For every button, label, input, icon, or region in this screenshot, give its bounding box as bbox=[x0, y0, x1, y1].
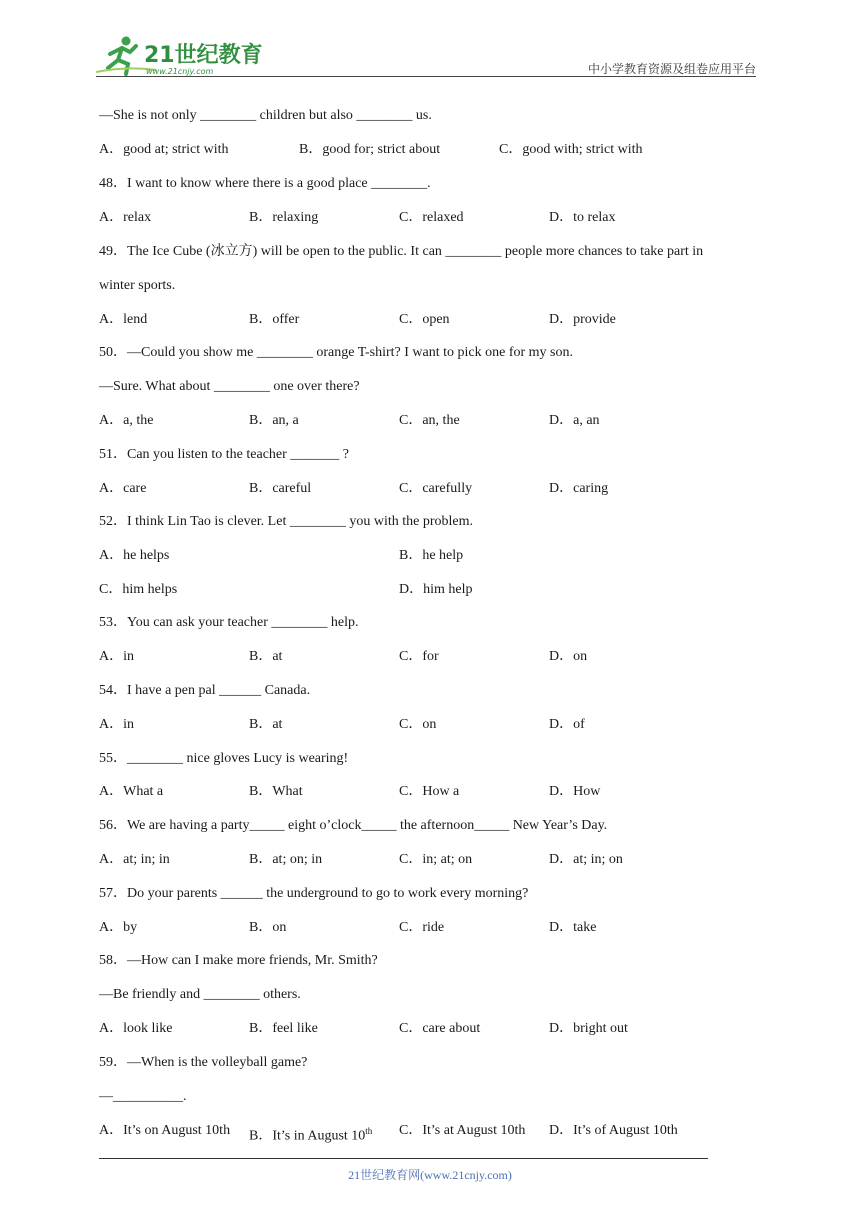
option-a: A．by bbox=[99, 920, 138, 935]
option-b: B．offer bbox=[249, 312, 300, 327]
question-54: 54．I have a pen pal ______ Canada. bbox=[99, 683, 311, 698]
option-d: D．provide bbox=[549, 312, 616, 327]
site-logo bbox=[96, 32, 266, 76]
question-52: 52．I think Lin Tao is clever. Let ________ you with the problem. bbox=[99, 514, 473, 529]
option-d: D．on bbox=[549, 649, 588, 664]
option-c: C．him helps bbox=[99, 582, 178, 597]
question-49: 49．The Ice Cube (冰立方) will be open to the public. It can ________ people more chances to take part in bbox=[99, 244, 704, 259]
option-a: A．he helps bbox=[99, 548, 170, 563]
option-c: C．in; at; on bbox=[399, 852, 473, 867]
option-c: C．How a bbox=[399, 784, 460, 799]
question-47-line: —She is not only ________ children but also ________ us. bbox=[99, 108, 432, 123]
footer-link[interactable]: 21世纪教育网(www.21cnjy.com) bbox=[348, 1168, 512, 1182]
question-57: 57．Do your parents ______ the underground to go to work every morning? bbox=[99, 886, 529, 901]
option-d: D．a, an bbox=[549, 413, 600, 428]
option-b: B．feel like bbox=[249, 1021, 318, 1036]
option-b: B．on bbox=[249, 920, 287, 935]
option-d: D．at; in; on bbox=[549, 852, 623, 867]
svg-text:21世纪教育: 21世纪教育 bbox=[144, 43, 263, 68]
option-d: D．bright out bbox=[549, 1021, 628, 1036]
option-b: B．relaxing bbox=[249, 210, 319, 225]
option-d: D．caring bbox=[549, 481, 609, 496]
option-c: C．good with; strict with bbox=[499, 142, 643, 157]
header-divider bbox=[96, 76, 756, 77]
option-b: B．What bbox=[249, 784, 303, 799]
option-d: D．How bbox=[549, 784, 601, 799]
option-c: C．relaxed bbox=[399, 210, 464, 225]
option-a: A．good at; strict with bbox=[99, 142, 229, 157]
page-header bbox=[96, 30, 756, 78]
option-a: A．care bbox=[99, 481, 147, 496]
option-d: D．of bbox=[549, 717, 585, 732]
option-b: B．at; on; in bbox=[249, 852, 323, 867]
question-49-cont: winter sports. bbox=[99, 278, 176, 293]
option-a: A．in bbox=[99, 649, 134, 664]
option-b: B．careful bbox=[249, 481, 312, 496]
option-d: D．him help bbox=[399, 582, 473, 597]
option-c: C．open bbox=[399, 312, 450, 327]
question-59-reply: —__________. bbox=[99, 1089, 187, 1104]
option-b-superscript: th bbox=[365, 1126, 373, 1136]
option-a: A．at; in; in bbox=[99, 852, 170, 867]
option-a: A．relax bbox=[99, 210, 152, 225]
option-b: B．good for; strict about bbox=[299, 142, 441, 157]
option-a: A．lend bbox=[99, 312, 148, 327]
option-d: D．to relax bbox=[549, 210, 616, 225]
option-b bbox=[249, 1122, 372, 1146]
question-59: 59．—When is the volleyball game? bbox=[99, 1055, 308, 1070]
option-b: B．he help bbox=[399, 548, 464, 563]
option-b: B．at bbox=[249, 717, 283, 732]
question-58: 58．—How can I make more friends, Mr. Smith? bbox=[99, 953, 378, 968]
option-a: A．It’s on August 10th bbox=[99, 1123, 231, 1138]
option-d: D．take bbox=[549, 920, 597, 935]
question-51: 51．Can you listen to the teacher _______ ? bbox=[99, 447, 349, 462]
option-b: B．an, a bbox=[249, 413, 299, 428]
option-a: A．in bbox=[99, 717, 134, 732]
option-c: C．ride bbox=[399, 920, 445, 935]
option-c: C．carefully bbox=[399, 481, 473, 496]
option-c: C．It’s at August 10th bbox=[399, 1123, 526, 1138]
footer-divider bbox=[99, 1158, 708, 1159]
question-58-reply: —Be friendly and ________ others. bbox=[99, 987, 301, 1002]
option-a: A．What a bbox=[99, 784, 164, 799]
question-50-reply: —Sure. What about ________ one over there? bbox=[99, 379, 360, 394]
question-55: 55．________ nice gloves Lucy is wearing! bbox=[99, 751, 349, 766]
svg-text:www.21cnjy.com: www.21cnjy.com bbox=[146, 67, 214, 76]
option-b-text: B．It’s in August 10 bbox=[249, 1128, 366, 1144]
option-c: C．care about bbox=[399, 1021, 481, 1036]
question-50: 50．—Could you show me ________ orange T-shirt? I want to pick one for my son. bbox=[99, 345, 574, 360]
option-c: C．an, the bbox=[399, 413, 460, 428]
option-a: A．look like bbox=[99, 1021, 173, 1036]
option-b: B．at bbox=[249, 649, 283, 664]
option-c: C．for bbox=[399, 649, 439, 664]
platform-title: 中小学教育资源及组卷应用平台 bbox=[587, 62, 756, 76]
option-a: A．a, the bbox=[99, 413, 154, 428]
question-48: 48．I want to know where there is a good place ________. bbox=[99, 176, 431, 191]
question-56: 56．We are having a party_____ eight o’clock_____ the afternoon_____ New Year’s Day. bbox=[99, 818, 608, 833]
option-d: D．It’s of August 10th bbox=[549, 1123, 678, 1138]
question-53: 53．You can ask your teacher ________ help. bbox=[99, 615, 359, 630]
option-c: C．on bbox=[399, 717, 437, 732]
